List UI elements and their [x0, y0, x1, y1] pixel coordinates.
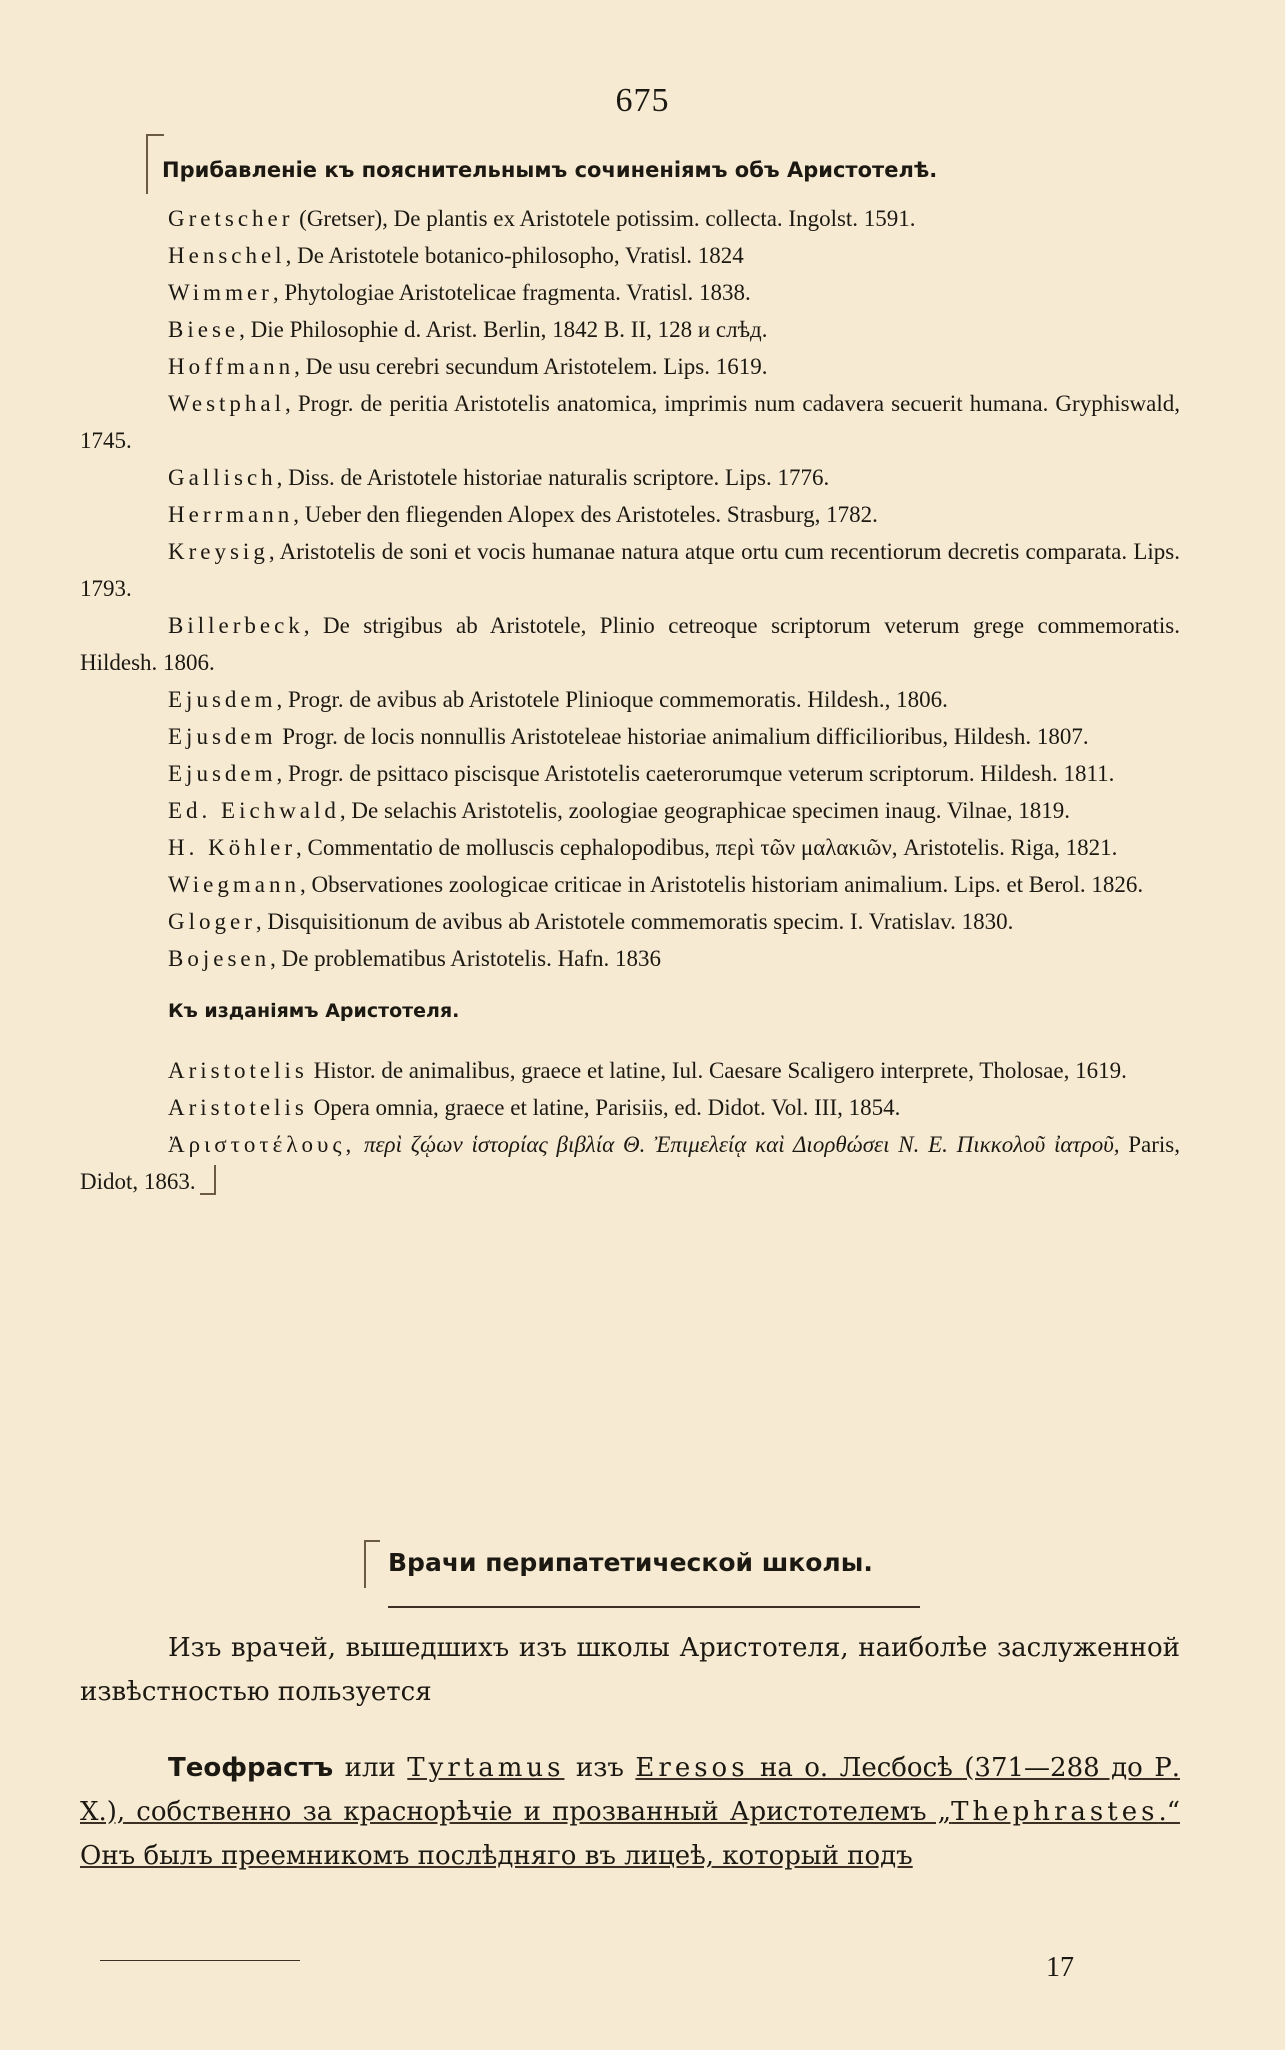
entry-text: (Gretser), De plantis ex Aristotele potissim. collecta. Ingolst. 1591. — [293, 206, 916, 231]
entry-text: , Progr. de psittaco piscisque Aristotelis caeterorumque veterum scriptorum. Hildesh. 1811. — [276, 761, 1115, 786]
entry-text: , De problematibus Aristotelis. Hafn. 1836 — [270, 946, 662, 971]
bibliography-entry — [80, 274, 1180, 311]
entry-author: Biese — [168, 317, 240, 342]
entry-author: Ἀριστοτέλους, — [168, 1132, 356, 1157]
place-eresos: Eresos — [635, 1753, 749, 1783]
entry-text: , Observationes zoologicae criticae in Aristotelis historiam animalium. Lips. et Berol. 1826. — [300, 872, 1144, 897]
entry-text: , De usu cerebri secundum Aristotelem. Lips. 1619. — [294, 354, 768, 379]
bibliography-entry — [80, 607, 1180, 681]
page-number: 675 — [615, 82, 670, 119]
subheading-editions: Къ изданіямъ Аристотеля. — [168, 1000, 460, 1022]
bibliography-list — [80, 200, 1180, 1200]
entry-author: H. Köhler — [168, 835, 296, 860]
entry-author: Gallisch — [168, 465, 277, 490]
entry-text: , Progr. de avibus ab Aristotele Plinioque commemoratis. Hildesh., 1806. — [276, 687, 948, 712]
text-run: .“ Онъ былъ преемникомъ послѣдняго въ лицеѣ, который подъ — [80, 1797, 1180, 1871]
entry-text: Progr. de locis nonnullis Aristoteleae historiae animalium difficilioribus, Hildesh. 1807. — [276, 724, 1089, 749]
entry-author: Ejusdem — [168, 687, 277, 712]
bibliography-entry — [80, 681, 1180, 718]
entry-author: Wimmer — [168, 280, 273, 305]
entry-author: Gretscher — [168, 206, 294, 231]
bibliography-entry — [80, 533, 1180, 607]
bibliography-entry — [80, 755, 1180, 792]
greek-edition-entry — [80, 1126, 1180, 1200]
entry-text: Opera omnia, graece et latine, Parisiis, ed. Didot. Vol. III, 1854. — [307, 1095, 901, 1120]
entry-author: Herrmann — [168, 502, 294, 527]
paragraph-intro: Изъ врачей, вышедшихъ изъ школы Аристотеля, наиболѣе заслуженной извѣстностью пользуется — [80, 1633, 1180, 1707]
entry-text: , Phytologiae Aristotelicae fragmenta. Vratisl. 1838. — [272, 280, 751, 305]
text-run: изъ — [564, 1753, 636, 1783]
footer-rule — [100, 1960, 300, 1961]
entry-text: , Ueber den fliegenden Alopex des Aristoteles. Strasburg, 1782. — [293, 502, 878, 527]
text-run: или — [333, 1753, 408, 1783]
entry-author: Ejusdem — [168, 761, 277, 786]
entry-author: Hoffmann — [168, 354, 295, 379]
entry-author: Aristotelis — [168, 1095, 308, 1120]
bibliography-entry — [80, 866, 1180, 903]
entry-author: Bojesen — [168, 946, 271, 971]
entry-author: Wiegmann — [168, 872, 300, 897]
entry-text: , De strigibus ab Aristotele, Plinio cetreoque scriptorum veterum grege commemoratis. Hildesh. 1806. — [80, 613, 1180, 675]
entry-text: Histor. de animalibus, graece et latine, Iul. Caesare Scaligero interprete, Tholosae, 1619. — [307, 1058, 1127, 1083]
bibliography-entry — [80, 200, 1180, 237]
entry-author: Gloger — [168, 909, 256, 934]
entry-author: Aristotelis — [168, 1058, 308, 1083]
bibliography-entry — [80, 459, 1180, 496]
bibliography-entry — [80, 237, 1180, 274]
entry-text: , De selachis Aristotelis, zoologiae geographicae specimen inaug. Vilnae, 1819. — [339, 798, 1071, 823]
entry-author: Ejusdem — [168, 724, 277, 749]
entry-text: , Commentatio de molluscis cephalopodibus, περὶ τῶν μαλακιῶν, Aristotelis. Riga, 1821. — [295, 835, 1118, 860]
name-theophrastus: Теофрастъ — [168, 1753, 334, 1783]
entry-text: , Die Philosophie d. Arist. Berlin, 1842 B. II, 128 и слѣд. — [239, 317, 768, 342]
bibliography-entry — [80, 829, 1180, 866]
bibliography-entry — [80, 348, 1180, 385]
entry-author: Ed. Eichwald — [168, 798, 340, 823]
entry-imprint: Paris, Didot, 1863. — [80, 1132, 1181, 1194]
bibliography-entry — [80, 718, 1180, 755]
bibliography-entry — [80, 311, 1180, 348]
entry-text: , Diss. de Aristotele historiae naturalis scriptore. Lips. 1776. — [276, 465, 830, 490]
bibliography-entry — [80, 940, 1180, 977]
signature-mark: 17 — [1046, 1952, 1074, 1983]
doctors-heading: Врачи перипатетической школы. — [388, 1548, 873, 1577]
entry-author: Billerbeck — [168, 613, 304, 638]
bibliography-part-2 — [80, 1052, 1180, 1126]
entry-text: , Aristotelis de soni et vocis humanae natura atque ortu cum recentiorum decretis comparata. Lips. 1793. — [80, 539, 1180, 601]
greek-title: περὶ ζῴων ἱστορίας βιβλία Θ. Ἐπιμελείᾳ καὶ Διορθώσει Ν. Ε. Πικκολοῦ ἰατροῦ, — [355, 1132, 1120, 1157]
section-heading: Прибавленіе къ пояснительнымъ сочиненіямъ объ Аристотелѣ. — [162, 158, 938, 182]
entry-text: , Progr. de peritia Aristotelis anatomica, imprimis num cadavera secuerit humana. Gryphiswald, 1745. — [80, 391, 1180, 453]
bibliography-entry — [80, 385, 1180, 459]
bibliography-entry — [80, 1052, 1180, 1089]
entry-author: Henschel — [168, 243, 286, 268]
editorial-caret-mark — [364, 1540, 380, 1588]
entry-author: Westphal — [168, 391, 286, 416]
body-text — [80, 1626, 1180, 1878]
bibliography-entry — [80, 903, 1180, 940]
name-theophrastes: Thephrastes — [951, 1797, 1159, 1827]
bibliography-entry — [80, 1089, 1180, 1126]
bibliography-entry — [80, 792, 1180, 829]
entry-author: Kreysig — [168, 539, 269, 564]
bibliography-part-1 — [80, 200, 1180, 977]
entry-text: , De Aristotele botanico-philosopho, Vratisl. 1824 — [285, 243, 744, 268]
paragraph-theophrastus — [80, 1746, 1180, 1878]
bibliography-entry — [80, 496, 1180, 533]
text-run: на о. Лесбосѣ (371—288 до Р. Х.), собственно за краснорѣчіе и прозванный Аристотелемъ „ — [80, 1753, 1180, 1827]
entry-text: , Disquisitionum de avibus ab Aristotele commemoratis specim. I. Vratislav. 1830. — [255, 909, 1014, 934]
heading-underline — [388, 1606, 920, 1608]
name-tyrtamus: Tyrtamus — [407, 1753, 565, 1783]
editorial-bracket-end-mark — [200, 1165, 216, 1195]
